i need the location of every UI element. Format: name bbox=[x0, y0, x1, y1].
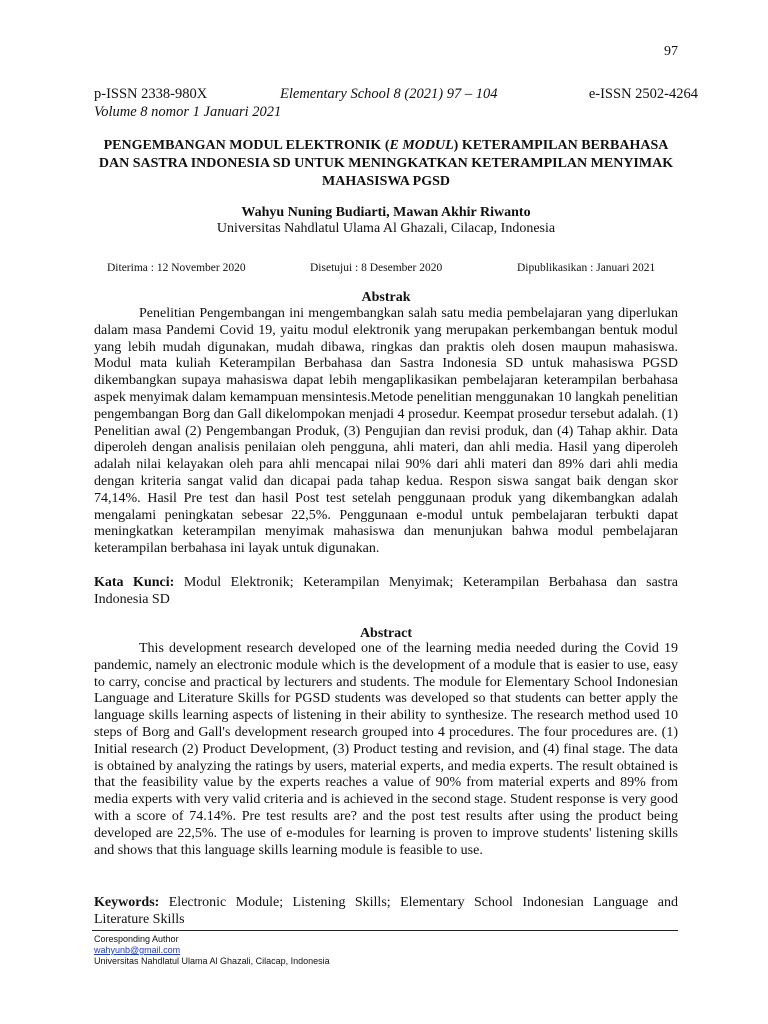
title-italic: E MODUL bbox=[389, 138, 454, 153]
affiliation: Universitas Nahdlatul Ulama Al Ghazali, Cilacap, Indonesia bbox=[216, 221, 556, 236]
p-issn: p-ISSN 2338-980X bbox=[94, 86, 208, 102]
date-received: Diterima : 12 November 2020 bbox=[107, 262, 246, 274]
e-issn: e-ISSN 2502-4264 bbox=[588, 86, 698, 102]
kata-kunci-label: Kata Kunci: bbox=[94, 575, 175, 590]
date-published: Dipublikasikan : Januari 2021 bbox=[517, 262, 656, 274]
abstrak-body: Penelitian Pengembangan ini mengembangkan salah satu media pembelajaran yang diperlukan dalam masa Pandemi Covid 19, yaitu modul elektronik yang merupakan perkembangan bentuk modul yang lebih mudah digunakan, mudah dibawa, ringkas dan praktis oleh dosen maupun mahasiswa. Modul mata kuliah Keterampilan Berbahasa dan Sastra Indonesia SD untuk mahasiswa PGSD dikembangkan supaya mahasiswa dapat lebih mengaplikasikan pembelajaran keterampilan berbahasa aspek menyimak dalam kemampuan mensintesis.Metode penelitian menggunakan 10 langkah penelitian pengembangan Borg dan Gall dikelompokan menjadi 4 prosedur. Keempat prosedur tersebut adalah. (1) Penelitian awal (2) Pengembangan Produk, (3) Pengujian dan revisi produk, dan (4) Tahap akhir. Data diperoleh dengan analisis penilaian oleh pengguna, ahli materi, dan ahli media. Hasil yang diperoleh adalah nilai kelayakan oleh para ahli mencapai nilai 90% dari ahli materi dan 89% dari ahli media dengan kriteria sangat valid dan dicapai pada tahap kedua. Respon siswa sangat baik dengan skor 74,14%. Hasil Pre test dan hasil Post test setelah penggunaan produk yang dikembangkan adalah mengalami peningkatan sebesar 22,5%. Penggunaan e-modul untuk pembelajaran terbukti dapat meningkatkan keterampilan menyimak mahasiswa dan menunjukan bahwa modul pembelajaran keterampilan berbahasa ini layak untuk digunakan. bbox=[94, 306, 678, 557]
title-part-2: ) KETERAMPILAN BERBAHASA DAN SASTRA INDONESIA SD UNTUK MENINGKATKAN KETERAMPILAN MENYIMAK MAHASISWA PGSD bbox=[98, 138, 674, 189]
journal-citation: Elementary School 8 (2021) 97 – 104 bbox=[280, 86, 498, 102]
kata-kunci-text: Modul Elektronik; Keterampilan Menyimak; Keterampilan Berbahasa dan sastra Indonesia SD bbox=[94, 575, 679, 607]
paper-title bbox=[94, 137, 678, 191]
footnote bbox=[94, 934, 330, 967]
journal-header bbox=[94, 86, 698, 104]
kata-kunci bbox=[94, 575, 678, 609]
title-part-1: PENGEMBANGAN MODUL ELEKTRONIK ( bbox=[103, 138, 390, 153]
keywords-label: Keywords: bbox=[94, 895, 160, 910]
authors: Wahyu Nuning Budiarti, Mawan Akhir Riwanto bbox=[241, 205, 531, 220]
page-number: 97 bbox=[664, 44, 678, 59]
abstract-heading: Abstract bbox=[359, 626, 413, 641]
keywords-text: Electronic Module; Listening Skills; Elementary School Indonesian Language and Literature Skills bbox=[94, 895, 679, 927]
abstrak-heading: Abstrak bbox=[361, 290, 411, 305]
footer-affiliation: Universitas Nahdlatul Ulama Al Ghazali, Cilacap, Indonesia bbox=[94, 956, 330, 966]
volume-info: Volume 8 nomor 1 Januari 2021 bbox=[94, 104, 282, 120]
publication-dates bbox=[94, 262, 678, 278]
author-email-link[interactable]: wahyunb@gmail.com bbox=[94, 945, 181, 955]
corresponding-author-label: Coresponding Author bbox=[94, 934, 179, 944]
abstract-body: This development research developed one of the learning media needed during the Covid 19 pandemic, namely an electronic module which is the development of a module that is easier to use, easy to carry, concise and practical by lecturers and students. The module for Elementary School Indonesian Language and Literature Skills for PGSD students was developed so that students can better apply the language skills learning aspects of listening in their ability to synthesize. The research method used 10 steps of Borg and Gall's development research grouped into 4 procedures. The four procedures are. (1) Initial research (2) Product Development, (3) Product testing and revision, and (4) final stage. The data is obtained by analyzing the ratings by users, material experts, and media experts. The result obtained is that the feasibility value by the experts reaches a value of 90% from material experts and 89% from media experts with very valid criteria and is achieved in the second stage. Student response is very good with a score of 74.14%. Pre test results are? and the post test results after using the product being developed are 22,5%. The use of e-modules for learning is proven to improve students' listening skills and shows that this language skills learning module is feasible to use. bbox=[94, 641, 678, 858]
date-accepted: Disetujui : 8 Desember 2020 bbox=[310, 262, 443, 274]
keywords bbox=[94, 895, 678, 929]
footer-divider bbox=[92, 930, 678, 931]
